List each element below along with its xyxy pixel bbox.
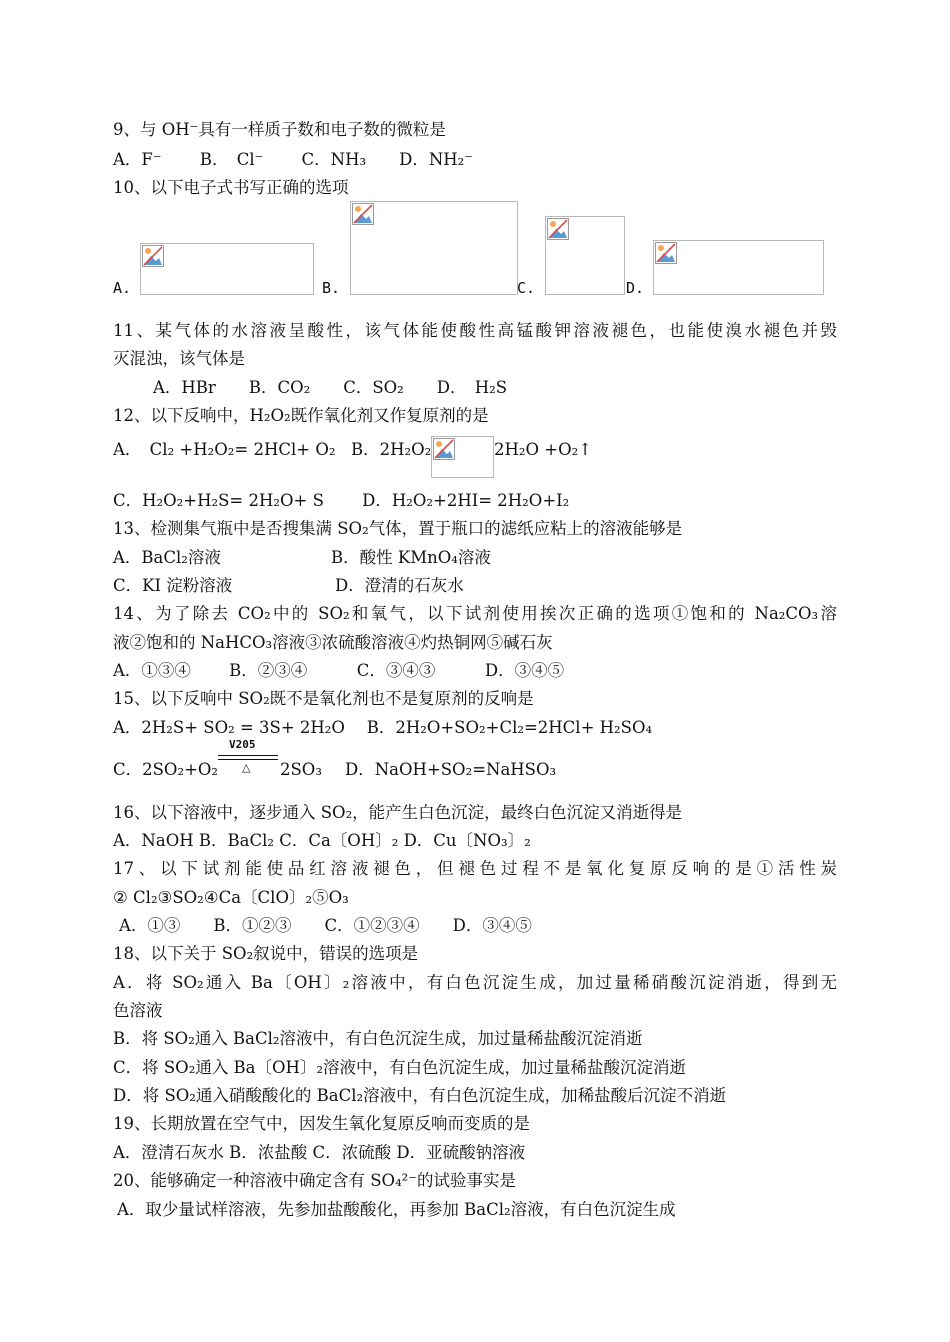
q9-options: A．F⁻ B． Cl⁻ C．NH₃ D．NH₂⁻ — [113, 150, 473, 169]
q12-option-b-reactant: B．2H₂O₂ — [351, 440, 432, 459]
q18-option-d: D．将 SO₂通入硝酸酸化的 BaCl₂溶液中，有白色沉淀生成，加稀盐酸后沉淀不消逝 — [113, 1086, 727, 1105]
q12-stem: 12、以下反响中，H₂O₂既作氧化剂又作复原剂的是 — [113, 406, 489, 425]
q14-options: A．①③④ B．②③④ C．③④③ D．③④⑤ — [113, 661, 565, 680]
reaction-arrow-line-top — [218, 755, 278, 756]
q12-option-b-product: 2H₂O +O₂↑ — [494, 440, 593, 459]
q10-stem: 10、以下电子式书写正确的选项 — [113, 178, 349, 197]
broken-image-icon — [547, 218, 569, 240]
q19-options: A．澄清石灰水 B．浓盐酸 C．浓硫酸 D．亚硫酸钠溶液 — [113, 1143, 526, 1162]
q20-stem: 20、能够确定一种溶液中确定含有 SO₄²⁻的试验事实是 — [113, 1171, 517, 1190]
q18-option-a-line2: 色溶液 — [113, 1001, 163, 1020]
q10-option-d-image — [653, 240, 824, 295]
q15-option-c-product: 2SO₃ — [280, 760, 322, 779]
q12-reaction-condition-image — [431, 436, 494, 478]
q11-options: A．HBr B．CO₂ C．SO₂ D． H₂S — [153, 378, 508, 397]
broken-image-icon — [352, 203, 374, 225]
q15-catalyst-label: V205 — [229, 738, 256, 751]
q18-option-a-line1: A．将 SO₂通入 Ba〔OH〕₂溶液中，有白色沉淀生成，加过量稀硝酸沉淀消逝，得到无 — [113, 973, 837, 992]
q10-option-c-image — [545, 216, 625, 295]
q10-option-a-label: A. — [113, 279, 132, 297]
q9-stem: 9、与 OH⁻具有一样质子数和电子数的微粒是 — [113, 120, 446, 139]
q16-options: A．NaOH B．BaCl₂ C．Ca〔OH〕₂ D．Cu〔NO₃〕₂ — [113, 831, 531, 850]
q12-options-cd: C．H₂O₂+H₂S= 2H₂O+ S D．H₂O₂+2HI= 2H₂O+I₂ — [113, 491, 570, 510]
q10-option-b-label: B. — [322, 279, 341, 297]
reaction-arrow-line-bottom — [218, 759, 278, 760]
q13-option-d: D．澄清的石灰水 — [335, 576, 464, 595]
q15-option-c-reactant: C．2SO₂+O₂ — [113, 760, 219, 779]
q10-option-b-image — [350, 201, 518, 295]
q19-stem: 19、长期放置在空气中，因发生氧化复原反响而变质的是 — [113, 1114, 530, 1133]
q18-option-c: C．将 SO₂通入 Ba〔OH〕₂溶液中，有白色沉淀生成，加过量稀盐酸沉淀消逝 — [113, 1058, 687, 1077]
q16-stem: 16、以下溶液中，逐步通入 SO₂，能产生白色沉淀，最终白色沉淀又消逝得是 — [113, 803, 683, 822]
q15-stem: 15、以下反响中 SO₂既不是氧化剂也不是复原剂的反响是 — [113, 689, 534, 708]
q15-option-d: D．NaOH+SO₂=NaHSO₃ — [345, 760, 557, 779]
q12-option-a: A． Cl₂ +H₂O₂= 2HCl+ O₂ — [113, 440, 336, 459]
q20-option-a: A．取少量试样溶液，先参加盐酸酸化，再参加 BaCl₂溶液，有白色沉淀生成 — [117, 1200, 676, 1219]
q15-options-ab: A．2H₂S+ SO₂ = 3S+ 2H₂O B．2H₂O+SO₂+Cl₂=2HCl+ H₂SO₄ — [113, 718, 653, 737]
q13-option-b: B．酸性 KMnO₄溶液 — [331, 548, 491, 567]
broken-image-icon — [142, 245, 164, 267]
q13-option-a: A．BaCl₂溶液 — [113, 548, 221, 567]
q17-options: A．①③ B．①②③ C．①②③④ D．③④⑤ — [119, 916, 532, 935]
q13-option-c: C．KI 淀粉溶液 — [113, 576, 233, 595]
q14-stem-line2: 液②饱和的 NaHCO₃溶液③浓硫酸溶液④灼热铜网⑤碱石灰 — [113, 633, 553, 652]
q18-stem: 18、以下关于 SO₂叙说中，错误的选项是 — [113, 944, 419, 963]
q17-stem-line2: ② Cl₂③SO₂④Ca〔ClO〕₂⑤O₃ — [113, 888, 349, 907]
q10-option-d-label: D. — [626, 279, 645, 297]
q11-stem-line2: 灭混浊，该气体是 — [113, 349, 245, 368]
q14-stem-line1: 14、为了除去 CO₂中的 SO₂和氧气，以下试剂使用挨次正确的选项①饱和的 Na₂CO₃溶 — [113, 604, 837, 623]
q15-heat-symbol: △ — [242, 761, 251, 774]
q10-option-c-label: C. — [517, 279, 536, 297]
q17-stem-line1: 17、以下试剂能使品红溶液褪色，但褪色过程不是氧化复原反响的是①活性炭 — [113, 859, 837, 878]
broken-image-icon — [433, 438, 455, 460]
q13-stem: 13、检测集气瓶中是否搜集满 SO₂气体，置于瓶口的滤纸应粘上的溶液能够是 — [113, 519, 683, 538]
q18-option-b: B．将 SO₂通入 BaCl₂溶液中，有白色沉淀生成，加过量稀盐酸沉淀消逝 — [113, 1029, 643, 1048]
broken-image-icon — [655, 242, 677, 264]
q11-stem-line1: 11、某气体的水溶液呈酸性，该气体能使酸性高锰酸钾溶液褪色，也能使溴水褪色并毁 — [113, 321, 837, 340]
q10-option-a-image — [140, 243, 314, 295]
